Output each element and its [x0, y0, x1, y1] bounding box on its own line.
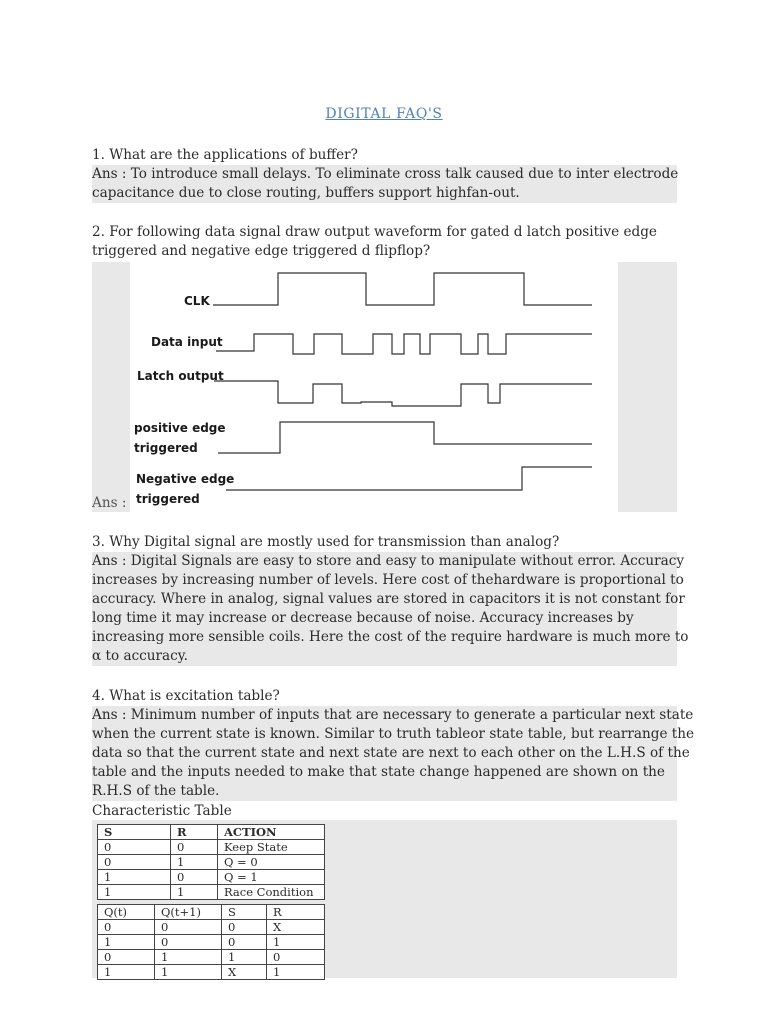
clk-waveform	[213, 273, 592, 305]
table-cell: Q = 1	[218, 870, 325, 885]
question-3: 3. Why Digital signal are mostly used for transmission than analog?	[92, 534, 560, 550]
table-caption: Characteristic Table	[92, 803, 232, 819]
answer-3-line: long time it may increase or decrease because of noise. Accuracy increases by	[92, 610, 634, 626]
answer-4-line: R.H.S of the table.	[92, 783, 220, 799]
table-cell: Race Condition	[218, 885, 325, 900]
table-cell: 1	[222, 950, 267, 965]
negative-edge-label: Negative edge	[136, 472, 235, 486]
table-cell: 1	[171, 855, 218, 870]
table-cell: X	[267, 920, 325, 935]
table-cell: 0	[222, 920, 267, 935]
latch-output-label: Latch output	[137, 369, 224, 383]
page-title: DIGITAL FAQ'S	[325, 106, 443, 122]
answer-1	[92, 165, 677, 203]
answer-1-line: capacitance due to close routing, buffers support highfan-out.	[92, 185, 520, 201]
answer-4	[92, 706, 695, 801]
table-cell: 1	[98, 885, 171, 900]
answer-3-line: increasing more sensible coils. Here the cost of the require hardware is much more to	[92, 629, 689, 645]
table-cell: 1	[98, 870, 171, 885]
data-input-waveform	[216, 334, 592, 354]
table-cell: 0	[222, 935, 267, 950]
answer-1-line: Ans : To introduce small delays. To eliminate cross talk caused due to inter electrode	[92, 166, 679, 182]
waveform-diagram	[130, 262, 618, 512]
table-header-cell: S	[222, 905, 267, 920]
table-cell: 1	[98, 965, 155, 980]
table-cell: 1	[267, 935, 325, 950]
answer-2-prefix: Ans :	[92, 495, 127, 511]
table-row	[98, 840, 325, 855]
table-header-row	[98, 825, 325, 840]
answer-3-line: α to accuracy.	[92, 648, 188, 664]
table-header-cell: Q(t)	[98, 905, 155, 920]
negative-edge-label-2: triggered	[136, 492, 200, 506]
table-cell: Q = 0	[218, 855, 325, 870]
answer-3-line: increases by increasing number of levels. Here cost of thehardware is proportional to	[92, 572, 684, 588]
excitation-table	[97, 904, 325, 980]
table-header-cell: S	[98, 825, 171, 840]
characteristic-table	[97, 824, 325, 900]
table-row	[98, 870, 325, 885]
answer-4-line: table and the inputs needed to make that state change happened are shown on the	[92, 764, 665, 780]
table-cell: 0	[171, 870, 218, 885]
table-row	[98, 950, 325, 965]
latch-output-waveform	[214, 381, 592, 406]
table-cell: 0	[98, 855, 171, 870]
table-cell: X	[222, 965, 267, 980]
table-cell: 0	[155, 935, 222, 950]
table-row	[98, 855, 325, 870]
table-cell: 0	[155, 920, 222, 935]
positive-edge-label: positive edge	[134, 421, 226, 435]
table-row	[98, 935, 325, 950]
table-row	[98, 920, 325, 935]
negative-edge-waveform	[226, 467, 592, 490]
positive-edge-label-2: triggered	[134, 441, 198, 455]
answer-3	[92, 552, 689, 666]
table-header-cell: ACTION	[218, 825, 325, 840]
table-header-cell: R	[171, 825, 218, 840]
waveform-lines	[130, 262, 618, 512]
answer-4-line: Ans : Minimum number of inputs that are necessary to generate a particular next state	[92, 707, 694, 723]
question-1: 1. What are the applications of buffer?	[92, 147, 358, 163]
table-header-cell: R	[267, 905, 325, 920]
table-cell: 1	[98, 935, 155, 950]
table-cell: 0	[171, 840, 218, 855]
table-cell: 1	[171, 885, 218, 900]
question-4: 4. What is excitation table?	[92, 688, 280, 704]
answer-3-line: Ans : Digital Signals are easy to store and easy to manipulate without error. Accuracy	[92, 553, 685, 569]
table-cell: 0	[98, 840, 171, 855]
positive-edge-waveform	[218, 422, 592, 453]
clk-label: CLK	[184, 294, 210, 308]
answer-4-line: data so that the current state and next state are next to each other on the L.H.S of the	[92, 745, 690, 761]
table-header-row	[98, 905, 325, 920]
table-row	[98, 885, 325, 900]
question-2-line: 2. For following data signal draw output waveform for gated d latch positive edge	[92, 224, 657, 240]
table-row	[98, 965, 325, 980]
table-cell: Keep State	[218, 840, 325, 855]
table-cell: 0	[98, 920, 155, 935]
table-cell: 0	[98, 950, 155, 965]
table-header-cell: Q(t+1)	[155, 905, 222, 920]
table-cell: 0	[267, 950, 325, 965]
data-input-label: Data input	[151, 335, 223, 349]
answer-4-line: when the current state is known. Similar to truth tableor state table, but rearrange the	[92, 726, 695, 742]
question-2-line: triggered and negative edge triggered d flipflop?	[92, 243, 431, 259]
question-2	[92, 223, 682, 261]
answer-3-line: accuracy. Where in analog, signal values are stored in capacitors it is not constant for	[92, 591, 685, 607]
table-cell: 1	[155, 950, 222, 965]
table-cell: 1	[267, 965, 325, 980]
table-cell: 1	[155, 965, 222, 980]
